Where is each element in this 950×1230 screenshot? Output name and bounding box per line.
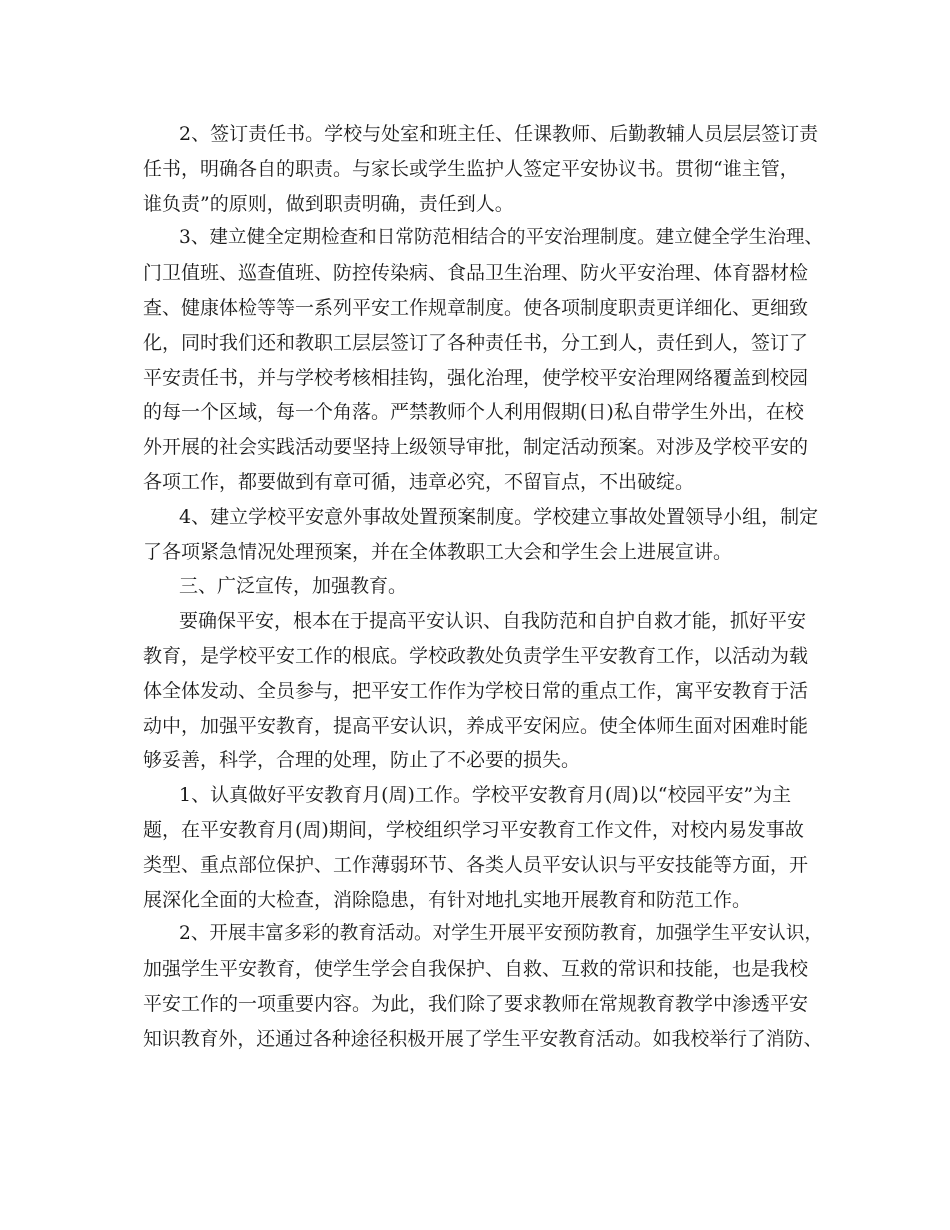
text-line: 1、认真做好平安教育月(周)工作。学校平安教育月(周)以“校园平安”为主	[179, 784, 792, 807]
text-line: 门卫值班、巡查值班、防控传染病、食品卫生治理、防火平安治理、体育器材检	[143, 262, 809, 285]
text-line: 题，在平安教育月(周)期间，学校组织学习平安教育工作文件，对校内易发事故	[143, 818, 804, 841]
text-line: 2、签订责任书。学校与处室和班主任、任课教师、后勤教辅人员层层签订责	[179, 123, 819, 145]
text-line: 4、建立学校平安意外事故处置预案制度。学校建立事故处置领导小组，制定	[179, 505, 819, 528]
text-line: 2、开展丰富多彩的教育活动。对学生开展平安预防教育，加强学生平安认识，	[179, 923, 824, 945]
text-line: 外开展的社会实践活动要坚持上级领导审批，制定活动预案。对涉及学校平安的	[143, 436, 809, 459]
text-line: 查、健康体检等等一系列平安工作规章制度。使各项制度职责更详细化、更细致	[143, 296, 809, 319]
text-line: 了各项紧急情况处理预案，并在全体教职工大会和学生会上进展宣讲。	[143, 540, 733, 563]
text-line: 3、建立健全定期检查和日常防范相结合的平安治理制度。建立健全学生治理、	[179, 227, 824, 249]
text-line: 化，同时我们还和教职工层层签订了各种责任书，分工到人，责任到人，签订了	[143, 331, 809, 354]
text-line: 谁负责”的原则，做到职责明确，责任到人。	[143, 192, 514, 215]
text-line: 教育，是学校平安工作的根底。学校政教处负责学生平安教育工作，以活动为载	[143, 644, 809, 667]
text-line: 够妥善，科学，合理的处理，防止了不必要的损失。	[143, 749, 581, 772]
text-line: 类型、重点部位保护、工作薄弱环节、各类人员平安认识与平安技能等方面，开	[143, 853, 809, 876]
text-line: 三、广泛宣传，加强教育。	[179, 575, 408, 598]
text-line: 动中，加强平安教育，提高平安认识，养成平安闲应。使全体师生面对困难时能	[143, 714, 809, 737]
text-line: 要确保平安，根本在于提高平安认识、自我防范和自护自救才能，抓好平安	[179, 610, 807, 633]
text-line: 任书，明确各自的职责。与家长或学生监护人签定平安协议书。贯彻“谁主管，	[143, 157, 799, 180]
text-line: 加强学生平安教育，使学生学会自我保护、自救、互救的常识和技能，也是我校	[143, 958, 809, 981]
text-line: 展深化全面的大检查，消除隐患，有针对地扎实地开展教育和防范工作。	[143, 888, 752, 911]
text-line: 知识教育外，还通过各种途径积极开展了学生平安教育活动。如我校举行了消防、	[143, 1027, 823, 1050]
text-line: 平安责任书，并与学校考核相挂钩，强化治理，使学校平安治理网络覆盖到校园	[143, 366, 809, 389]
text-line: 平安工作的一项重要内容。为此，我们除了要求教师在常规教育教学中渗透平安	[143, 992, 809, 1015]
text-line: 的每一个区域，每一个角落。严禁教师个人利用假期(日)私自带学生外出，在校	[143, 401, 804, 424]
text-line: 体全体发动、全员参与，把平安工作作为学校日常的重点工作，寓平安教育于活	[143, 679, 809, 702]
text-line: 各项工作，都要做到有章可循，违章必究，不留盲点，不出破绽。	[143, 470, 695, 493]
document-body	[143, 117, 823, 1057]
